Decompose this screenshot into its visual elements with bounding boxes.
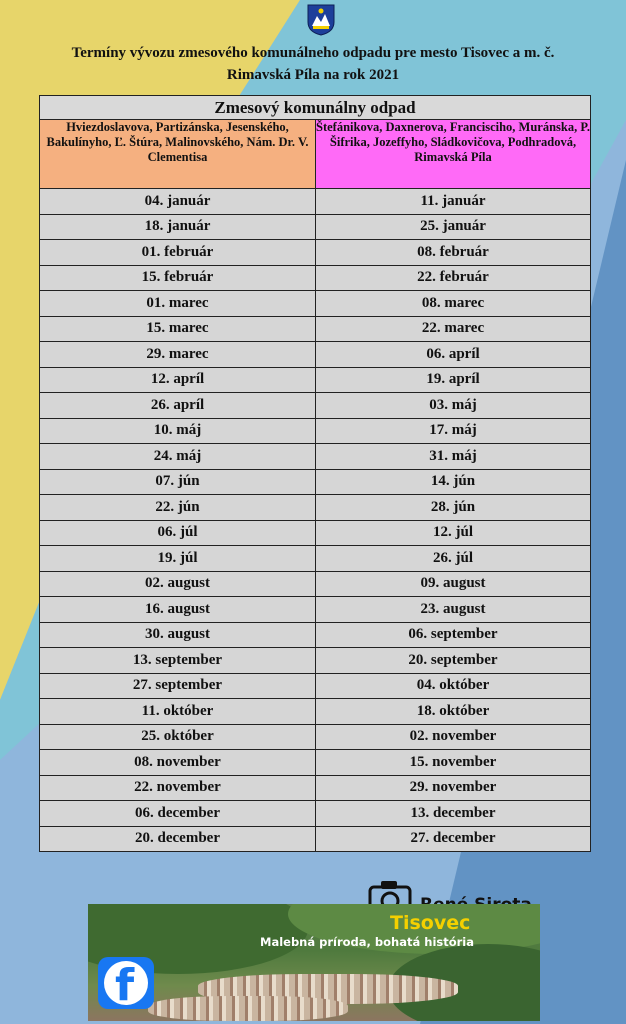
right-date-cell: 12. júl <box>316 520 591 546</box>
table-row <box>40 316 591 342</box>
right-date-cell: 11. január <box>316 189 591 215</box>
right-date-cell: 15. november <box>316 750 591 776</box>
title-line-1: Termíny vývozu zmesového komunálneho odpadu pre mesto Tisovec a m. č. <box>71 45 555 61</box>
left-date-cell: 11. október <box>40 699 316 725</box>
table-row <box>40 495 591 521</box>
left-date-cell: 18. január <box>40 214 316 240</box>
right-date-cell: 27. december <box>316 826 591 852</box>
title-line-2: Rimavská Píla na rok 2021 <box>226 67 400 83</box>
right-date-cell: 22. február <box>316 265 591 291</box>
table-row <box>40 801 591 827</box>
left-date-cell: 06. december <box>40 801 316 827</box>
schedule-rows <box>40 189 591 852</box>
table-row <box>40 265 591 291</box>
right-date-cell: 20. september <box>316 648 591 674</box>
right-date-cell: 17. máj <box>316 418 591 444</box>
left-date-cell: 27. september <box>40 673 316 699</box>
banner-town <box>148 996 348 1021</box>
right-date-cell: 31. máj <box>316 444 591 470</box>
table-row <box>40 189 591 215</box>
right-date-cell: 26. júl <box>316 546 591 572</box>
table-row <box>40 648 591 674</box>
right-date-cell: 25. január <box>316 214 591 240</box>
left-date-cell: 15. marec <box>40 316 316 342</box>
right-date-cell: 28. jún <box>316 495 591 521</box>
left-date-cell: 06. júl <box>40 520 316 546</box>
table-row <box>40 393 591 419</box>
left-date-cell: 20. december <box>40 826 316 852</box>
left-date-cell: 19. júl <box>40 546 316 572</box>
right-date-cell: 14. jún <box>316 469 591 495</box>
table-row <box>40 775 591 801</box>
right-date-cell: 09. august <box>316 571 591 597</box>
left-date-cell: 10. máj <box>40 418 316 444</box>
page-title <box>0 42 626 86</box>
left-date-cell: 01. február <box>40 240 316 266</box>
table-row <box>40 444 591 470</box>
table-header: Zmesový komunálny odpad <box>40 96 591 120</box>
left-date-cell: 12. apríl <box>40 367 316 393</box>
left-date-cell: 13. september <box>40 648 316 674</box>
table-row <box>40 469 591 495</box>
table-row <box>40 342 591 368</box>
table-row <box>40 699 591 725</box>
right-date-cell: 29. november <box>316 775 591 801</box>
banner-title: Tisovec <box>390 912 471 934</box>
table-row <box>40 546 591 572</box>
left-date-cell: 22. jún <box>40 495 316 521</box>
coat-of-arms-icon <box>307 4 335 36</box>
left-date-cell: 29. marec <box>40 342 316 368</box>
right-date-cell: 04. október <box>316 673 591 699</box>
right-date-cell: 02. november <box>316 724 591 750</box>
left-date-cell: 30. august <box>40 622 316 648</box>
left-date-cell: 24. máj <box>40 444 316 470</box>
left-date-cell: 07. jún <box>40 469 316 495</box>
schedule-table <box>39 95 591 852</box>
left-date-cell: 02. august <box>40 571 316 597</box>
right-date-cell: 06. apríl <box>316 342 591 368</box>
right-date-cell: 08. marec <box>316 291 591 317</box>
right-streets-cell: Štefánikova, Daxnerova, Francisciho, Muránska, P. Šifrika, Jozeffyho, Sládkovičova, Podhradová, Rimavská Píla <box>316 120 591 189</box>
tisovec-banner <box>88 904 540 1021</box>
right-date-cell: 19. apríl <box>316 367 591 393</box>
table-row <box>40 367 591 393</box>
left-date-cell: 08. november <box>40 750 316 776</box>
right-date-cell: 06. september <box>316 622 591 648</box>
right-date-cell: 23. august <box>316 597 591 623</box>
left-date-cell: 25. október <box>40 724 316 750</box>
left-date-cell: 22. november <box>40 775 316 801</box>
facebook-icon-letter: f <box>115 960 135 1011</box>
left-date-cell: 01. marec <box>40 291 316 317</box>
table-row <box>40 214 591 240</box>
right-date-cell: 18. október <box>316 699 591 725</box>
left-streets-cell: Hviezdoslavova, Partizánska, Jesenského, Bakulínyho, Ľ. Štúra, Malinovského, Nám. Dr. V. Clementisa <box>40 120 316 189</box>
right-date-cell: 08. február <box>316 240 591 266</box>
table-row <box>40 724 591 750</box>
table-row <box>40 622 591 648</box>
right-date-cell: 13. december <box>316 801 591 827</box>
table-row <box>40 291 591 317</box>
banner-subtitle: Malebná príroda, bohatá história <box>260 935 474 949</box>
facebook-icon[interactable] <box>98 957 154 1009</box>
left-date-cell: 04. január <box>40 189 316 215</box>
left-date-cell: 26. apríl <box>40 393 316 419</box>
left-date-cell: 16. august <box>40 597 316 623</box>
table-row <box>40 597 591 623</box>
right-date-cell: 03. máj <box>316 393 591 419</box>
table-row <box>40 418 591 444</box>
table-row <box>40 750 591 776</box>
right-date-cell: 22. marec <box>316 316 591 342</box>
table-row <box>40 673 591 699</box>
left-date-cell: 15. február <box>40 265 316 291</box>
table-row <box>40 520 591 546</box>
table-row <box>40 240 591 266</box>
table-row <box>40 826 591 852</box>
table-row <box>40 571 591 597</box>
